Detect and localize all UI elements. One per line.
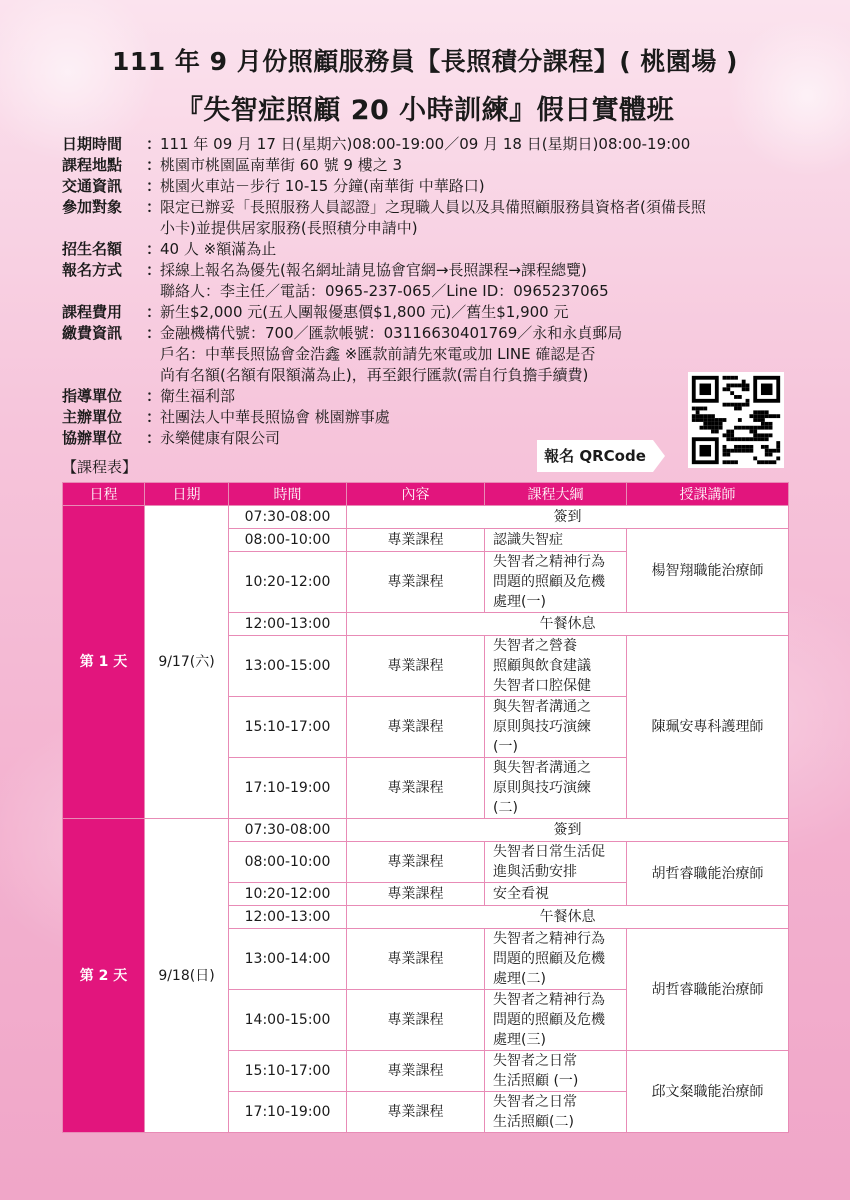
time-cell: 13:00-14:00 (229, 929, 347, 990)
time-cell: 12:00-13:00 (229, 613, 347, 636)
info-value: 桃園火車站－步行 10-15 分鐘(南華街 中華路口) (160, 177, 485, 195)
outline-line: 原則與技巧演練 (493, 719, 591, 735)
date-cell: 9/17(六) (145, 506, 229, 819)
outline-cell (485, 529, 627, 552)
info-label: 課程費用 (62, 303, 123, 321)
table-row (63, 819, 789, 842)
qr-caption: 報名 QRCode (537, 440, 653, 472)
day-cell: 第 2 天 (63, 819, 145, 1133)
content-cell: 專業課程 (347, 758, 485, 819)
outline-line: 進與活動安排 (493, 864, 577, 880)
teacher-cell: 胡哲睿職能治療師 (627, 929, 789, 1051)
outline-line: 失智者之精神行為 (493, 554, 605, 570)
outline-cell (485, 1051, 627, 1092)
info-row: 課程費用 ： 新生$2,000 元(五人團報優惠價$1,800 元)／舊生$1,900 元 (62, 302, 802, 323)
outline-line: 失智者之營養 (493, 638, 577, 654)
time-cell: 15:10-17:00 (229, 697, 347, 758)
content-cell: 專業課程 (347, 1092, 485, 1133)
signin-cell: 簽到 (347, 506, 789, 529)
outline-line: 問題的照顧及危機 (493, 1012, 605, 1028)
info-value: 尚有名額(名額有限額滿為止)，再至銀行匯款(需自行負擔手續費) (160, 366, 589, 384)
qr-code-graphic (688, 372, 784, 468)
outline-line: 失智者之日常 (493, 1053, 577, 1069)
table-header-row (63, 483, 789, 506)
outline-line: 失智者口腔保健 (493, 678, 591, 694)
outline-line: 認識失智症 (493, 532, 563, 548)
outline-line: 失智者之精神行為 (493, 931, 605, 947)
content-cell: 專業課程 (347, 1051, 485, 1092)
outline-cell (485, 552, 627, 613)
schedule-table (62, 482, 789, 1133)
info-value: 戶名：中華長照協會金浩鑫 ※匯款前請先來電或加 LINE 確認是否 (160, 345, 596, 363)
content-cell: 專業課程 (347, 842, 485, 883)
time-cell: 07:30-08:00 (229, 819, 347, 842)
qr-code-icon[interactable] (688, 372, 784, 468)
info-row: 繳費資訊 ： 金融機構代號：700／匯款帳號：03116630401769／永和永貞郵局 (62, 323, 802, 344)
content-cell: 專業課程 (347, 529, 485, 552)
info-row (62, 218, 802, 239)
outline-cell (485, 636, 627, 697)
outline-line: 原則與技巧演練 (493, 780, 591, 796)
outline-line: (二) (493, 800, 518, 816)
outline-line: 失智者日常生活促 (493, 844, 605, 860)
info-value: 新生$2,000 元(五人團報優惠價$1,800 元)／舊生$1,900 元 (160, 303, 569, 321)
lunch-cell: 午餐休息 (347, 613, 789, 636)
header-cell: 內容 (347, 483, 485, 506)
info-row: 參加對象 ： 限定已辦妥「長照服務人員認證」之現職人員以及具備照顧服務員資格者(須備長照 (62, 197, 802, 218)
time-cell: 12:00-13:00 (229, 906, 347, 929)
table-row (63, 506, 789, 529)
time-cell: 07:30-08:00 (229, 506, 347, 529)
header-cell: 日期 (145, 483, 229, 506)
outline-line: 生活照顧(二) (493, 1114, 574, 1130)
info-value: 40 人 ※額滿為止 (160, 240, 277, 258)
outline-line: 處理(三) (493, 1032, 546, 1048)
teacher-cell: 邱文粲職能治療師 (627, 1051, 789, 1133)
info-label: 交通資訊 (62, 177, 123, 195)
info-row: 招生名額 ： 40 人 ※額滿為止 (62, 239, 802, 260)
info-label: 課程地點 (62, 156, 123, 174)
date-cell: 9/18(日) (145, 819, 229, 1133)
time-cell: 17:10-19:00 (229, 758, 347, 819)
content-cell: 專業課程 (347, 636, 485, 697)
info-value: 採線上報名為優先(報名網址請見協會官網→長照課程→課程總覽) (160, 261, 587, 279)
outline-line: 問題的照顧及危機 (493, 951, 605, 967)
info-value: 聯絡人：李主任／電話：0965-237-065／Line ID：0965237065 (160, 282, 609, 300)
info-value: 金融機構代號：700／匯款帳號：03116630401769／永和永貞郵局 (160, 324, 623, 342)
content-cell: 專業課程 (347, 552, 485, 613)
outline-line: 安全看視 (493, 886, 549, 902)
info-row (62, 344, 802, 365)
outline-cell (485, 929, 627, 990)
info-value: 111 年 09 月 17 日(星期六)08:00-19:00／09 月 18 日(星期日)08:00-19:00 (160, 135, 691, 153)
info-label: 主辦單位 (62, 408, 123, 426)
info-label: 日期時間 (62, 135, 123, 153)
time-cell: 15:10-17:00 (229, 1051, 347, 1092)
lunch-cell: 午餐休息 (347, 906, 789, 929)
info-row: 交通資訊 ： 桃園火車站－步行 10-15 分鐘(南華街 中華路口) (62, 176, 802, 197)
info-value: 小卡)並提供居家服務(長照積分申請中) (160, 219, 418, 237)
time-cell: 17:10-19:00 (229, 1092, 347, 1133)
outline-line: 生活照顧 (一) (493, 1073, 579, 1089)
info-row: 日期時間 ： 111 年 09 月 17 日(星期六)08:00-19:00／09 月 18 日(星期日)08:00-19:00 (62, 134, 802, 155)
time-cell: 13:00-15:00 (229, 636, 347, 697)
header-cell: 授課講師 (627, 483, 789, 506)
info-row: 主辦單位 ： 社團法人中華長照協會 桃園辦事處 (62, 407, 802, 428)
info-label: 招生名額 (62, 240, 123, 258)
outline-cell (485, 883, 627, 906)
info-row: 報名方式 ： 採線上報名為優先(報名網址請見協會官網→長照課程→課程總覽) (62, 260, 802, 281)
teacher-cell: 楊智翔職能治療師 (627, 529, 789, 613)
outline-line: 失智者之日常 (493, 1094, 577, 1110)
outline-line: 問題的照顧及危機 (493, 574, 605, 590)
info-value: 衛生福利部 (160, 387, 236, 405)
info-value: 桃園市桃園區南華街 60 號 9 樓之 3 (160, 156, 403, 174)
outline-line: 與失智者溝通之 (493, 699, 591, 715)
info-label: 報名方式 (62, 261, 123, 279)
outline-cell (485, 758, 627, 819)
info-row (62, 281, 802, 302)
outline-cell (485, 842, 627, 883)
info-row: 指導單位 ： 衛生福利部 (62, 386, 802, 407)
info-value: 社團法人中華長照協會 桃園辦事處 (160, 408, 390, 426)
teacher-cell: 陳珮安專科護理師 (627, 636, 789, 819)
info-value: 永樂健康有限公司 (160, 429, 281, 447)
outline-cell (485, 1092, 627, 1133)
outline-line: 與失智者溝通之 (493, 760, 591, 776)
outline-line: 失智者之精神行為 (493, 992, 605, 1008)
info-value: 限定已辦妥「長照服務人員認證」之現職人員以及具備照顧服務員資格者(須備長照 (160, 198, 706, 216)
outline-line: 照顧與飲食建議 (493, 658, 591, 674)
time-cell: 08:00-10:00 (229, 529, 347, 552)
content-cell: 專業課程 (347, 990, 485, 1051)
title-line-2: 『失智症照顧 20 小時訓練』假日實體班 (175, 95, 675, 126)
outline-line: 處理(一) (493, 594, 546, 610)
header-cell: 時間 (229, 483, 347, 506)
content-cell: 專業課程 (347, 883, 485, 906)
outline-line: 處理(二) (493, 971, 546, 987)
header-cell: 日程 (63, 483, 145, 506)
schedule-label: 【課程表】 (62, 458, 138, 476)
info-row: 協辦單位 ： 永樂健康有限公司 (62, 428, 802, 449)
time-cell: 14:00-15:00 (229, 990, 347, 1051)
info-label: 參加對象 (62, 198, 123, 216)
outline-line: (一) (493, 739, 518, 755)
time-cell: 10:20-12:00 (229, 552, 347, 613)
content-cell: 專業課程 (347, 929, 485, 990)
day-cell: 第 1 天 (63, 506, 145, 819)
content-cell: 專業課程 (347, 697, 485, 758)
info-label: 繳費資訊 (62, 324, 123, 342)
info-label: 協辦單位 (62, 429, 123, 447)
signin-cell: 簽到 (347, 819, 789, 842)
time-cell: 10:20-12:00 (229, 883, 347, 906)
info-label: 指導單位 (62, 387, 123, 405)
outline-cell (485, 697, 627, 758)
teacher-cell: 胡哲睿職能治療師 (627, 842, 789, 906)
title-line-1: 111 年 9 月份照顧服務員【長照積分課程】( 桃園場 ) (112, 47, 738, 76)
info-row: 課程地點 ： 桃園市桃園區南華街 60 號 9 樓之 3 (62, 155, 802, 176)
header-cell: 課程大綱 (485, 483, 627, 506)
time-cell: 08:00-10:00 (229, 842, 347, 883)
outline-cell (485, 990, 627, 1051)
